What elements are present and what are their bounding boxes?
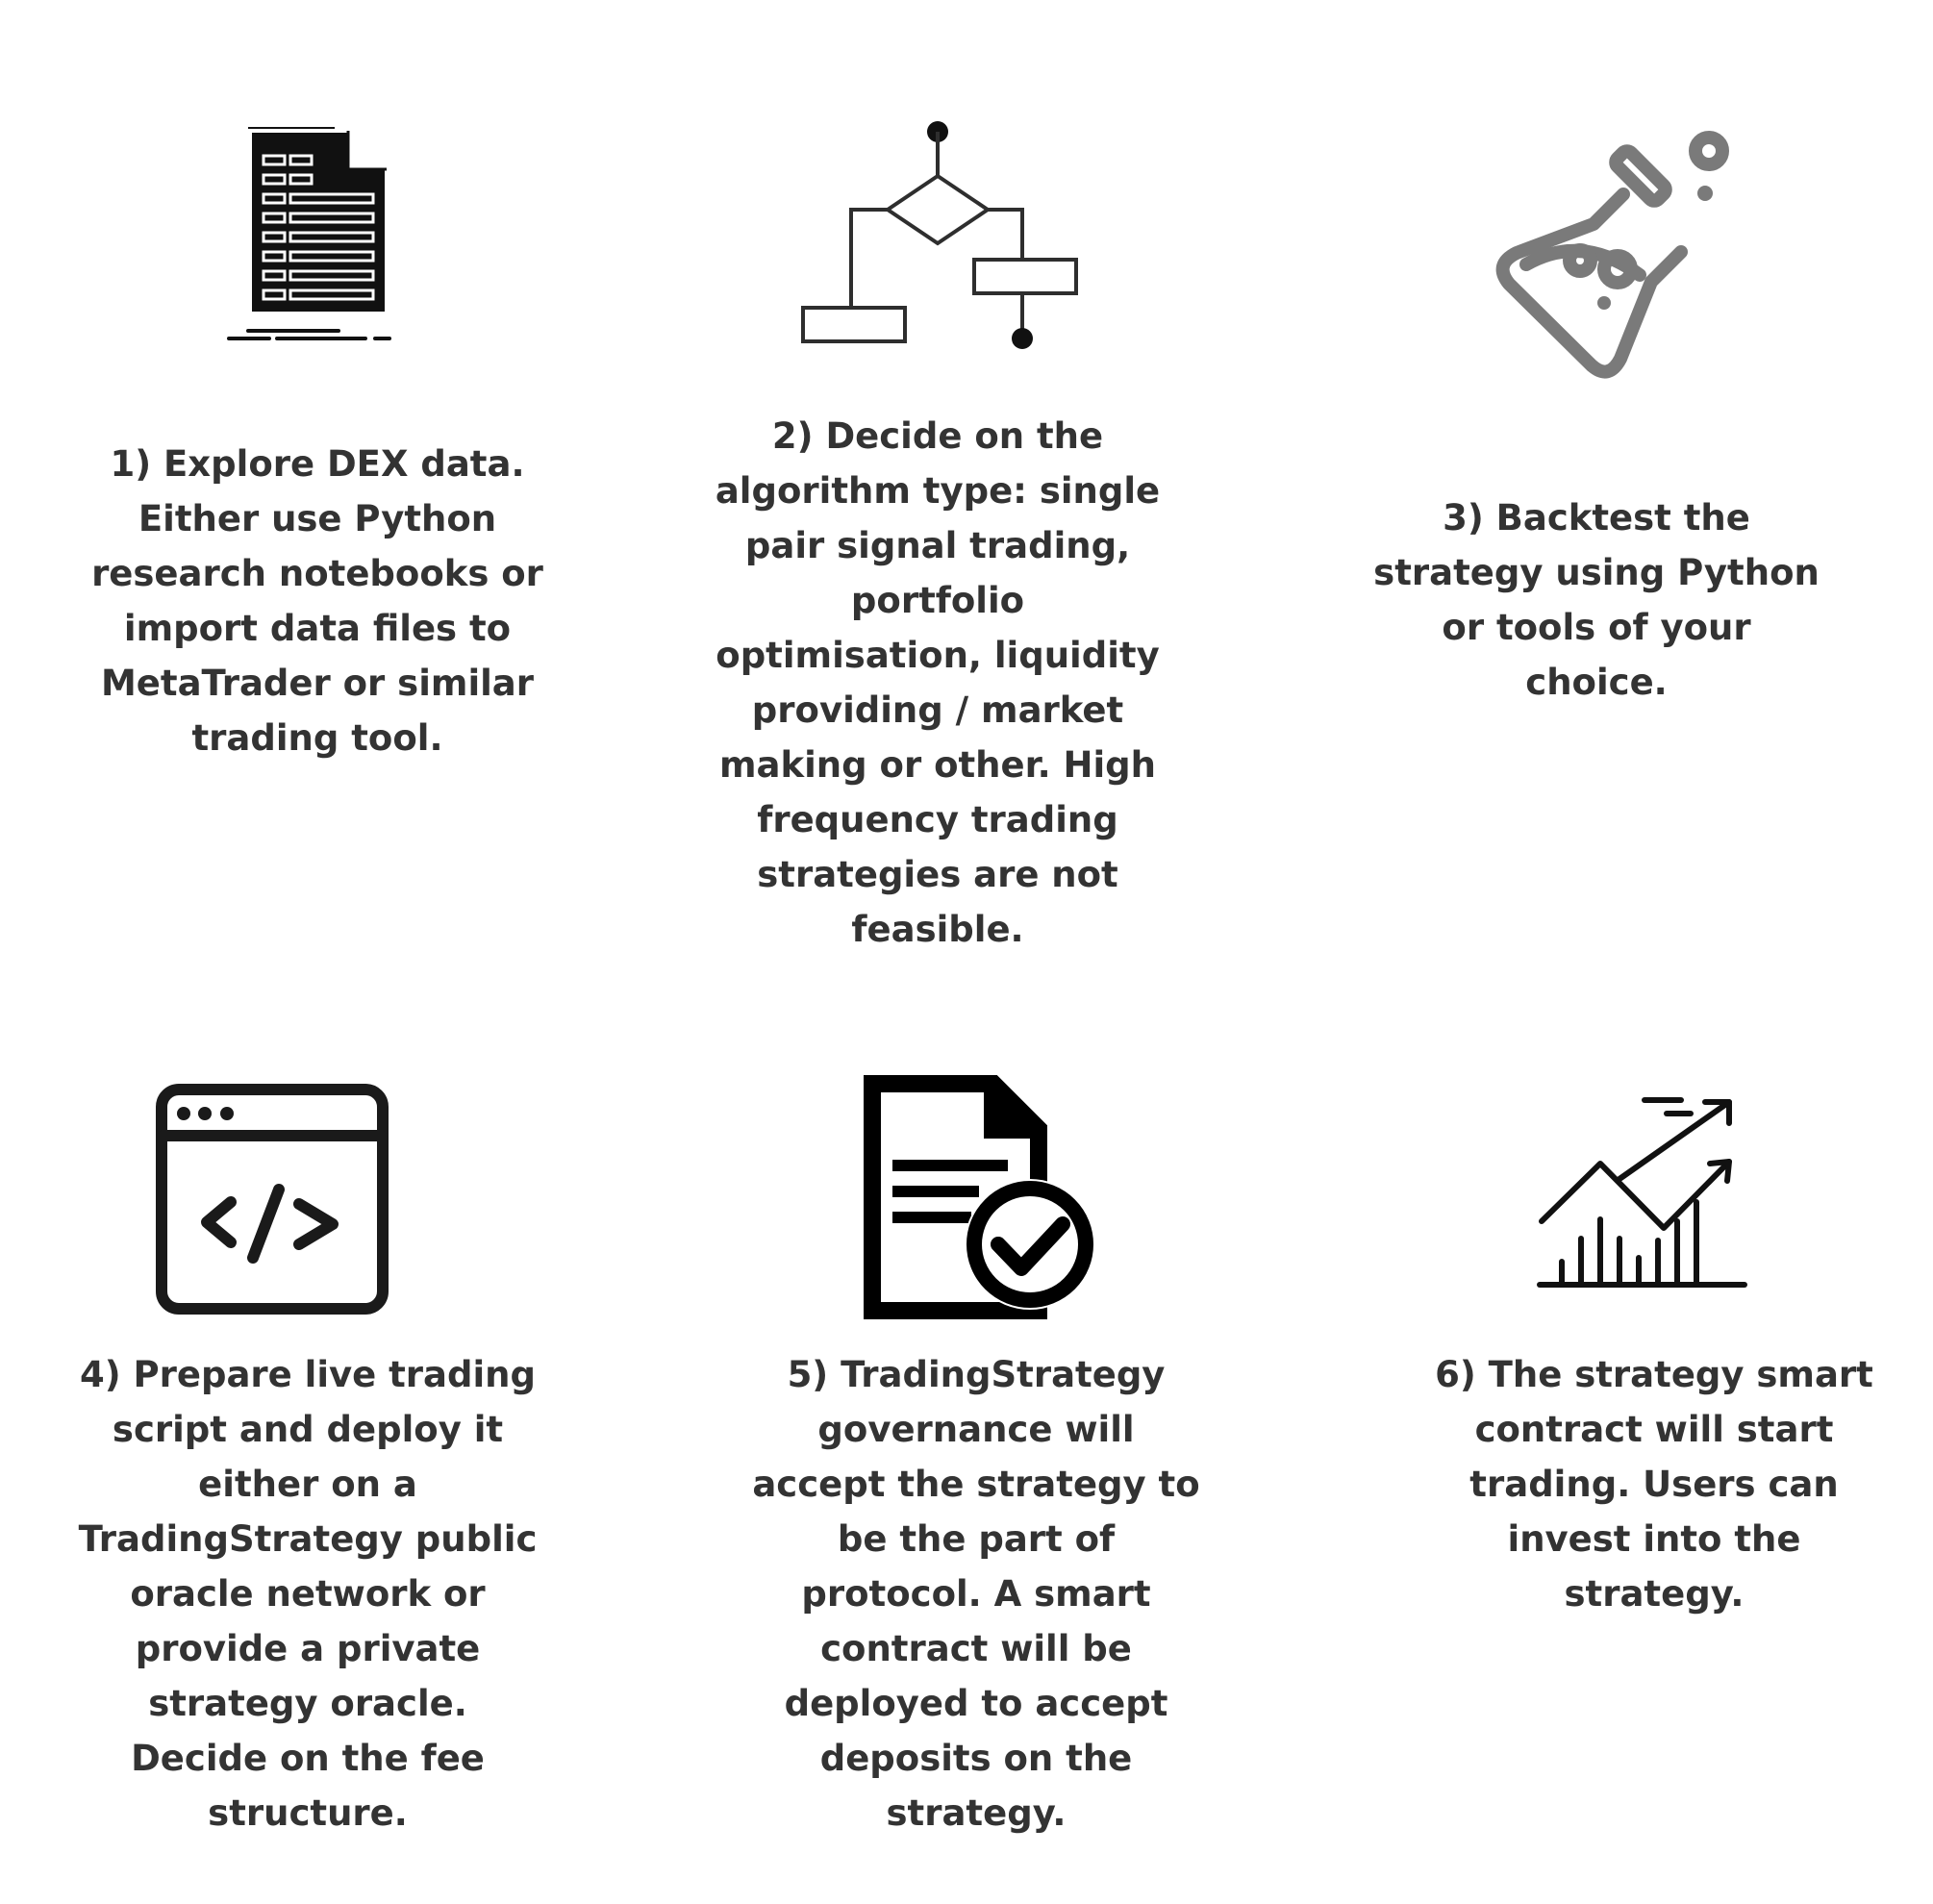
step-2-text: 2) Decide on the algorithm type: single pair signal trading, portfolio optimisation, liquidity providing / market making or other. High frequency trading strategies are not feasible.	[715, 415, 1161, 950]
flowchart-icon	[793, 115, 1082, 356]
step-1-text: 1) Explore DEX data. Either use Python research notebooks or import data files to MetaTrader or similar trading tool.	[91, 443, 543, 759]
approved-document-icon	[864, 1075, 1104, 1320]
document-icon	[221, 125, 399, 346]
step-5-text: 5) TradingStrategy governance will accept the strategy to be the part of protocol. A smart contract will be deployed to accept deposits on the strategy.	[752, 1354, 1200, 1834]
growth-chart-icon	[1537, 1096, 1748, 1298]
code-window-icon	[152, 1082, 392, 1317]
step-4-text: 4) Prepare live trading script and deploy it either on a TradingStrategy public oracle network or provide a private strategy oracle. Decide on the fee structure.	[78, 1354, 538, 1834]
step-3-text: 3) Backtest the strategy using Python or tools of your choice.	[1373, 497, 1820, 703]
flask-icon	[1495, 125, 1755, 385]
step-6-text: 6) The strategy smart contract will start trading. Users can invest into the strategy.	[1435, 1354, 1873, 1615]
